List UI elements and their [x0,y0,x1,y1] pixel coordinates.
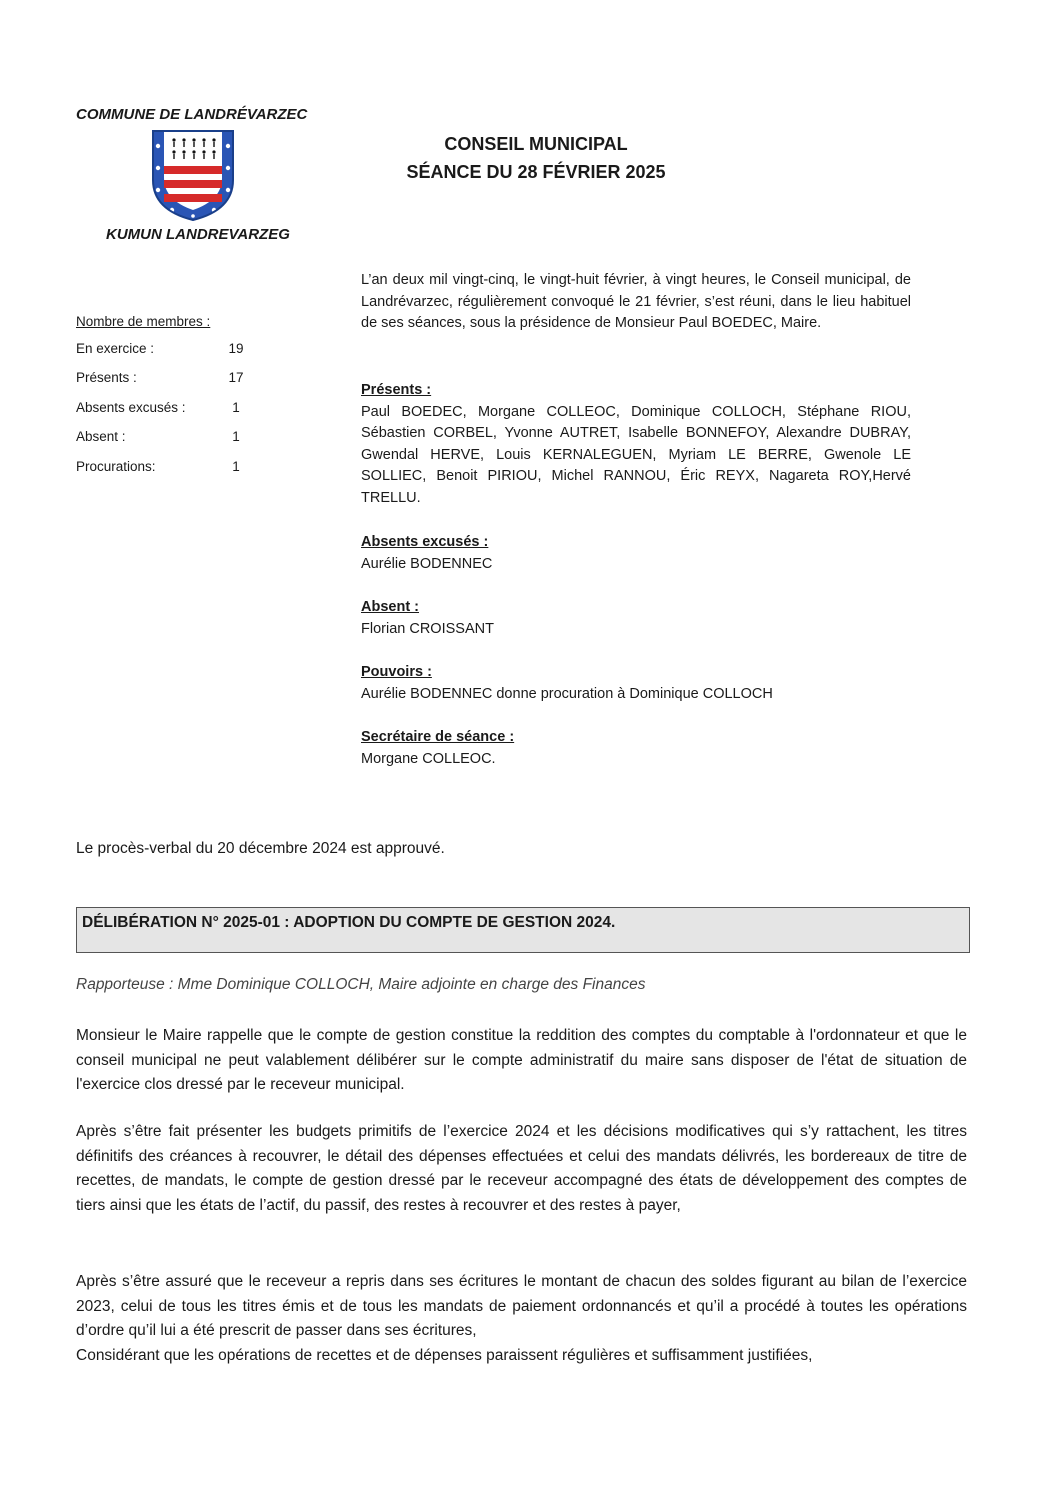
deliberation-title: DÉLIBÉRATION N° 2025-01 : ADOPTION DU COMPTE DE GESTION 2024. [82,914,616,931]
excuses-list: Aurélie BODENNEC [361,555,493,572]
secretaire-heading: Secrétaire de séance : [361,729,515,745]
body-paragraph: Après s’être fait présenter les budgets primitifs de l’exercice 2024 et les décisions modificatives qui s’y rattachent, les titres définitifs des créances à recouvrer, le détail des dépenses effectuées et celui des mandats délivrés, les bordereaux de titre de recettes, de mandats, le compte de gestion dressé par le receveur accompagné des états de développement des comptes de tiers ainsi que les états de l’actif, du passif, des restes à recouvrer et des restes à payer, [76,1123,967,1214]
page-title: CONSEIL MUNICIPAL [444,134,628,154]
body-paragraph: Monsieur le Maire rappelle que le compte de gestion constitue la reddition des comptes du comptable à l'ordonnateur et que le conseil municipal ne peut valablement délibérer sur le compte administratif du maire sans disposer de l'état de situation de l'exercice clos dressé par le receveur municipal. [76,1027,967,1093]
session-date-title: SÉANCE DU 28 FÉVRIER 2025 [406,162,666,182]
members-count-box [76,314,244,488]
members-value: 1 [232,399,240,415]
kumun-name: KUMUN LANDREVARZEG [106,226,290,243]
rapporteuse-line: Rapporteuse : Mme Dominique COLLOCH, Maire adjointe en charge des Finances [76,976,646,993]
members-row [76,341,244,370]
members-label: Procurations: [76,458,156,474]
excuses-section [361,532,911,575]
excuses-heading: Absents excusés : [361,534,489,550]
intro-paragraph: L’an deux mil vingt-cinq, le vingt-huit février, à vingt heures, le Conseil municipal, de Landrévarzec, régulièrement convoqué le 21 février, s’est réuni, dans le lieu habituel de ses séances, sous la présidence de Monsieur Paul BOEDEC, Maire. [361,272,911,331]
members-value: 19 [228,341,244,356]
absent-section [361,597,911,640]
members-value: 17 [228,370,244,386]
body-paragraph: Considérant que les opérations de recettes et de dépenses paraissent régulières et suffisamment justifiées, [76,1347,813,1364]
presents-section [361,380,911,509]
members-label: Présents : [76,370,137,386]
members-header: Nombre de membres : [76,314,211,329]
members-label: En exercice : [76,341,155,356]
absent-heading: Absent : [361,599,419,615]
body-paragraph: Après s’être assuré que le receveur a repris dans ses écritures le montant de chacun des soldes figurant au bilan de l’exercice 2023, celui de tous les titres émis et de tous les mandats de paiement ordonnancés et qu’il a procédé à toutes les opérations d’ordre qu’il lui a été prescrit de passer dans ses écritures, [76,1273,967,1339]
pouvoirs-section [361,662,911,705]
presents-heading: Présents : [361,382,432,398]
members-row [76,429,240,458]
pouvoirs-heading: Pouvoirs : [361,664,432,680]
absent-list: Florian CROISSANT [361,620,494,637]
members-label: Absents excusés : [76,399,186,415]
members-row [76,399,240,429]
deliberation-title-box [76,907,970,953]
coat-of-arms-icon [150,128,236,222]
presents-list: Paul BOEDEC, Morgane COLLEOC, Dominique COLLOCH, Stéphane RIOU, Sébastien CORBEL, Yvonne AUTRET, Isabelle BONNEFOY, Alexandre DUBRAY, Gwendal HERVE, Louis KERNALEGUEN, Myriam LE BERRE, Gwenole LE SOLLIEC, Benoit PIRIOU, Michel RANNOU, Éric REYX, Nagareta ROY,Hervé TRELLU. [361,403,911,506]
secretaire-section [361,727,911,770]
members-value: 1 [232,429,240,445]
members-value: 1 [232,458,240,474]
secretaire-name: Morgane COLLEOC. [361,750,496,767]
pouvoirs-text: Aurélie BODENNEC donne procuration à Dominique COLLOCH [361,685,773,702]
pv-approval: Le procès-verbal du 20 décembre 2024 est approuvé. [76,840,445,857]
members-row [76,370,244,399]
members-row [76,458,240,488]
members-label: Absent : [76,429,126,445]
commune-name: COMMUNE DE LANDRÉVARZEC [76,106,308,123]
